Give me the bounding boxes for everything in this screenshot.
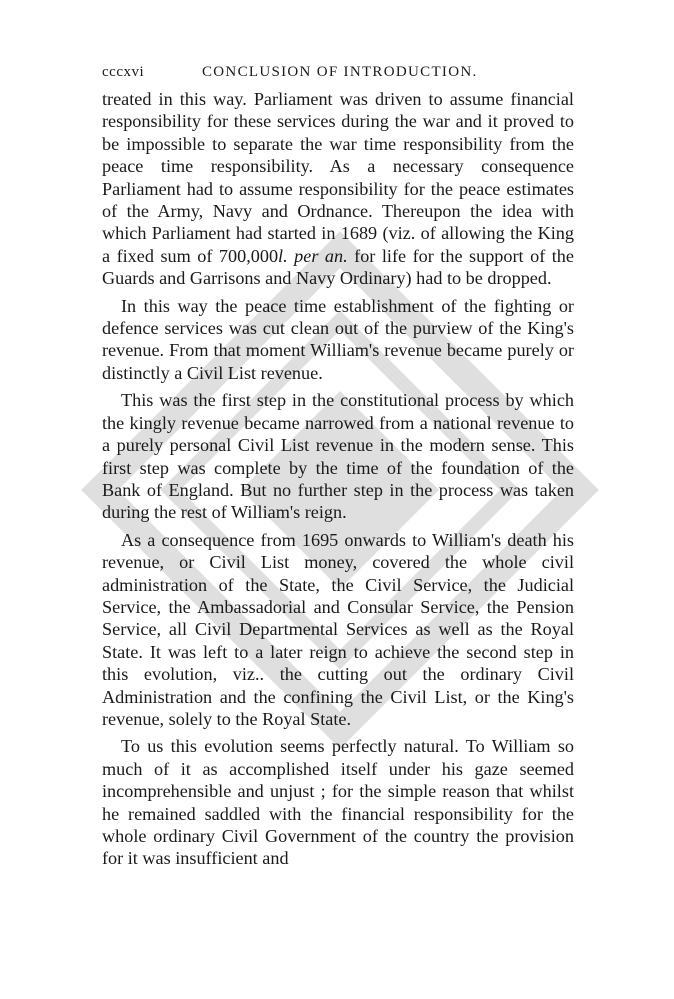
page-number: cccxvi (102, 64, 145, 80)
paragraph-4: As a consequence from 1695 onwards to William's death his revenue, or Civil List money, covered the whole civil administration of the State, the Civil Service, the Judicial Service, the Ambassadorial and Consular Service, the Pension Service, all Civil Departmental Services as well as the Royal State. It was left to a later reign to achieve the second step in this evolution, viz.. the cutting out the ordinary Civil Administration and the confining the Civil List, or the King's revenue, solely to the Royal State. (102, 529, 574, 729)
paragraph-5: To us this evolution seems perfectly natural. To William so much of it as accomplished itself under his gaze seemed incomprehensible and unjust ; for the simple reason that whilst he remained saddled with the financial responsibility for the whole ordinary Civil Government of the country the provision for it was insufficient and (102, 736, 574, 869)
paragraph-2: In this way the peace time establishment of the fighting or defence services was cut clean out of the purview of the King's revenue. From that moment William's revenue became purely or distinctly a Civil List revenue. (102, 295, 574, 383)
paragraph-1 (102, 88, 574, 290)
paragraph-1-text-a: treated in this way. Parliament was driven to assume financial responsibility for these services during the war and it proved to be impossible to separate the war time responsibility from the peace time responsibility. As a necessary consequence Parliament had to assume responsibility for the peace estimates of the Army, Navy and Ordnance. Thereupon the idea with which Parliament had started in 1689 (viz. of allowing the King a fixed sum of 700,000 (102, 89, 574, 266)
running-head (102, 62, 574, 88)
running-title: CONCLUSION OF INTRODUCTION. (202, 64, 478, 80)
book-page (102, 62, 574, 870)
paragraph-1-italic: l. per an. (278, 245, 348, 266)
paragraph-1-text-b: for life for the support of the Guards and Garrisons and Navy Ordinary) had to be dropped. (102, 245, 574, 289)
paragraph-3: This was the first step in the constitutional process by which the kingly revenue became narrowed from a national revenue to a purely personal Civil List revenue in the modern sense. This first step was complete by the time of the foundation of the Bank of England. But no further step in the process was taken during the rest of William's reign. (102, 390, 574, 523)
